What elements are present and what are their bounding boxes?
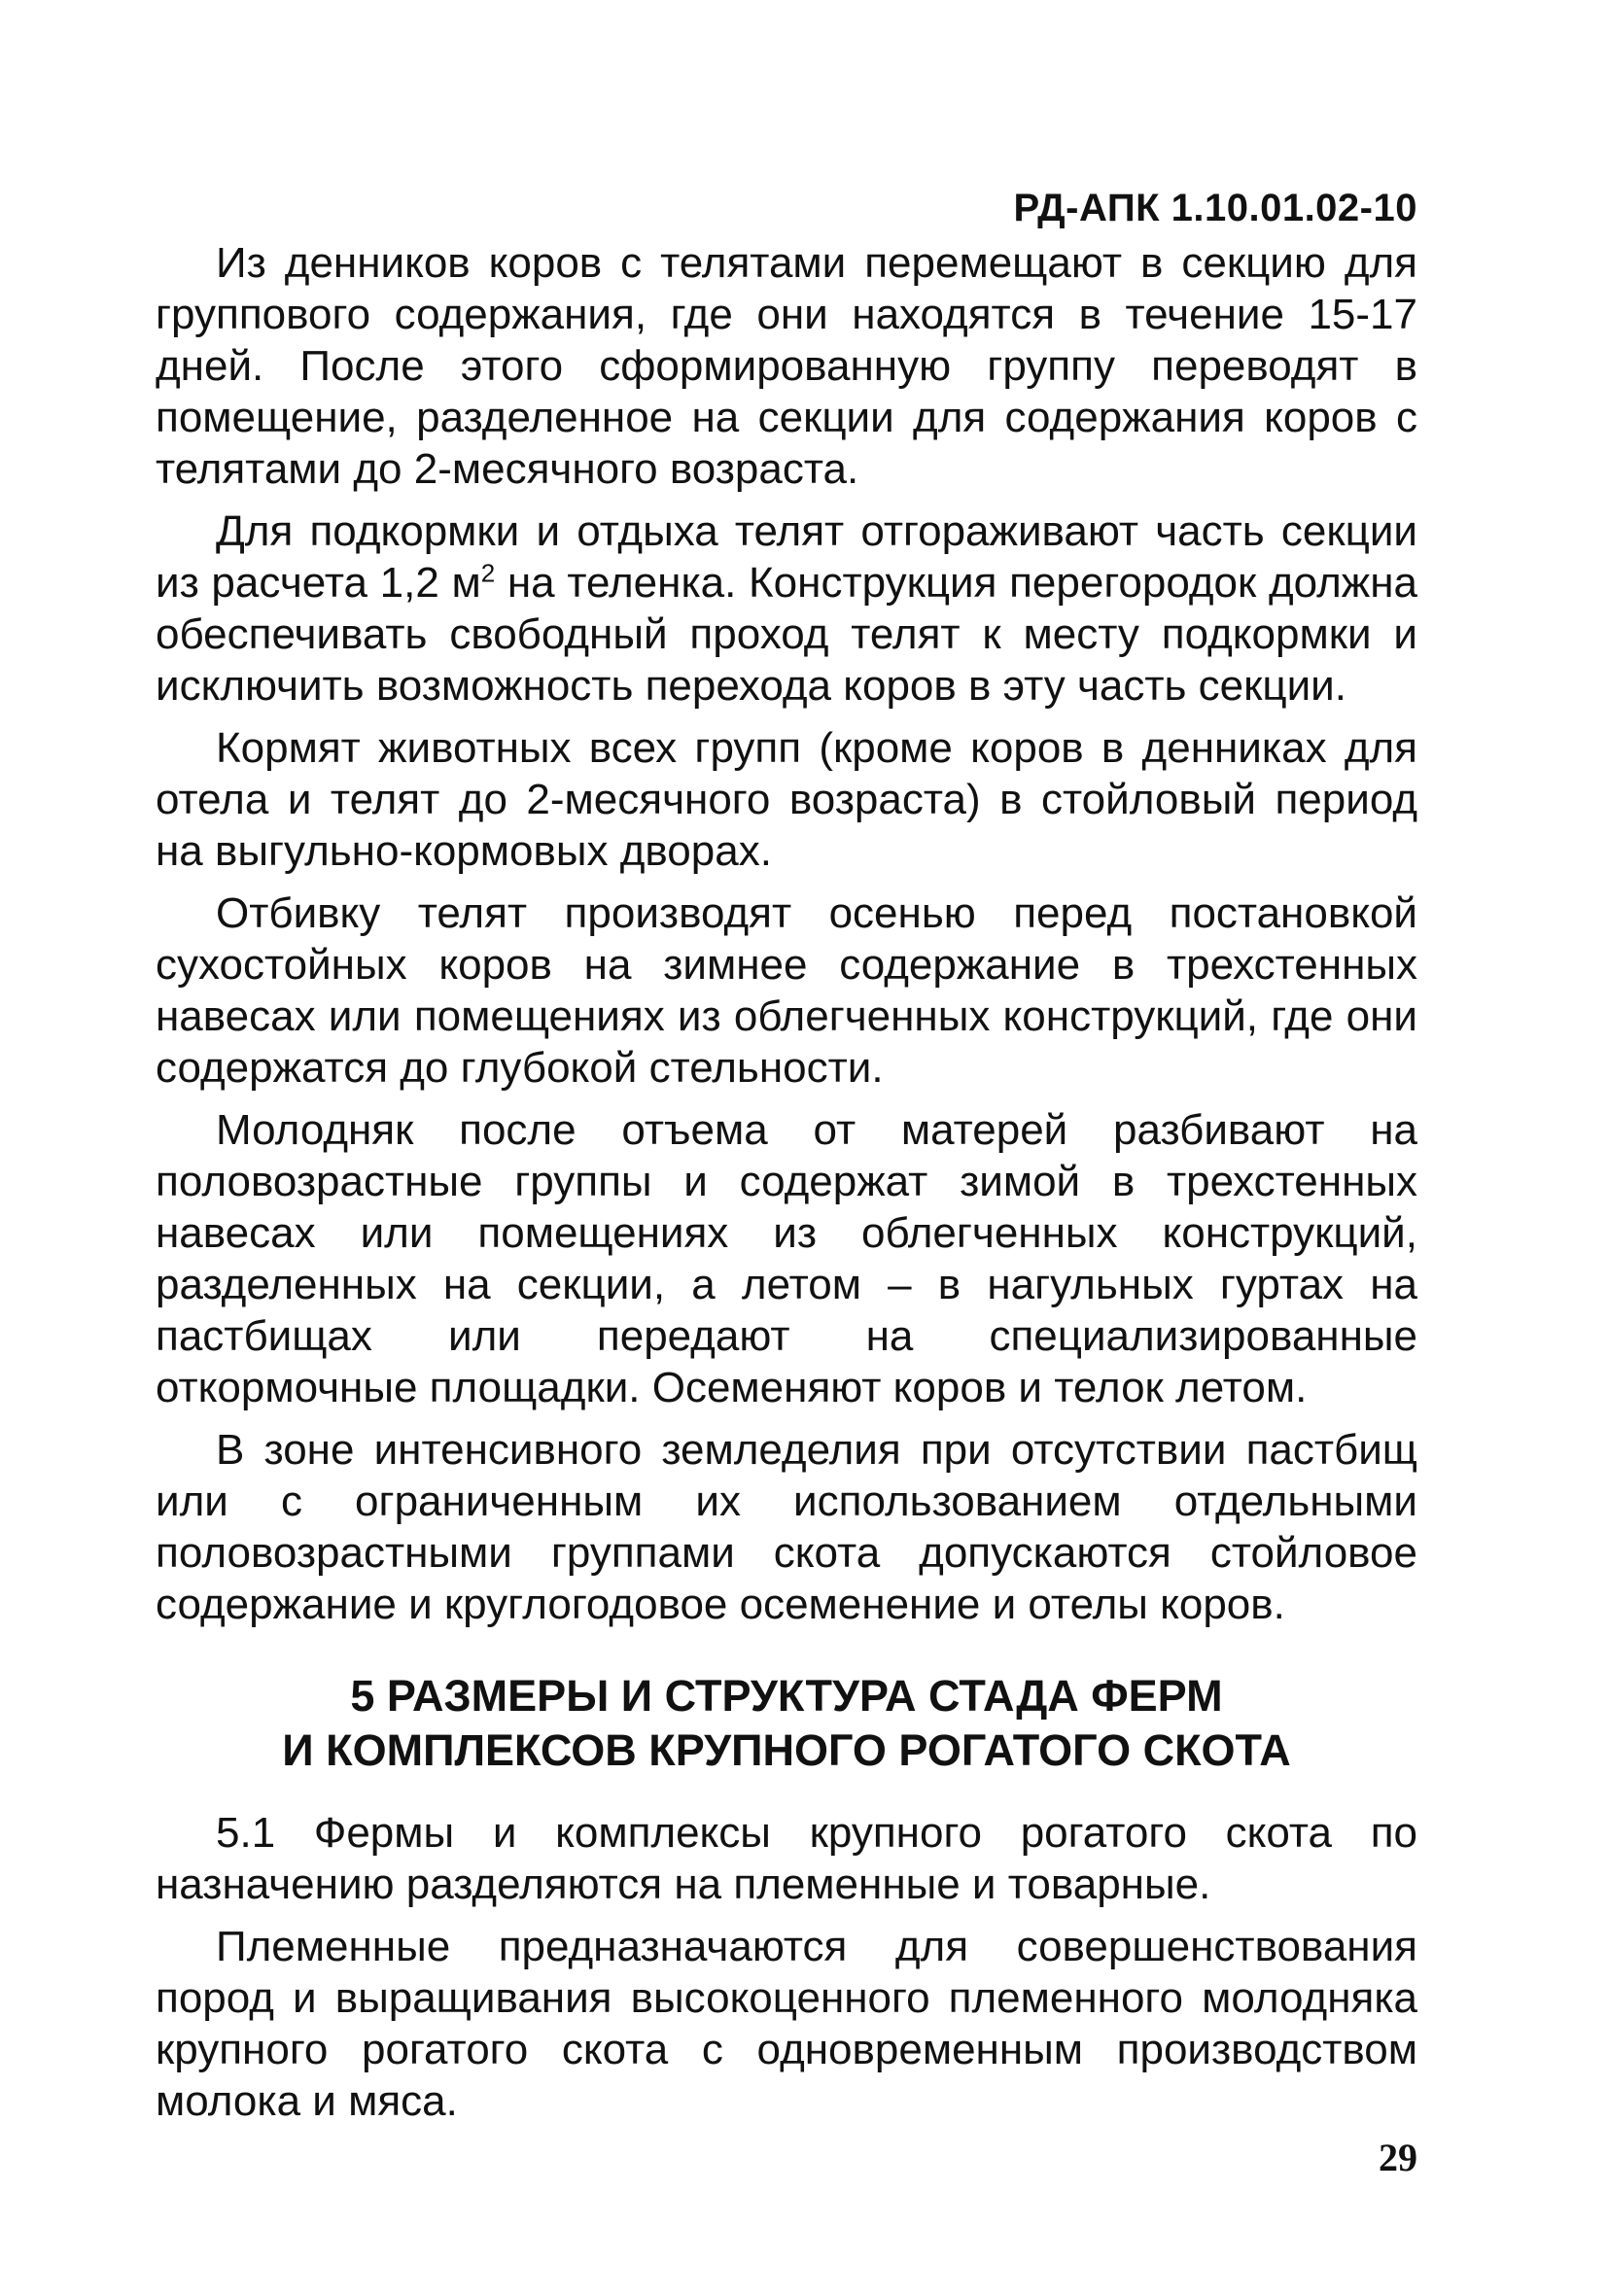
paragraph-feeding-groups: Кормят животных всех групп (кроме коров в денниках для отела и телят до 2-месячного возраста) в стойловый период на выгульно-кормовых дворах. [156, 724, 1417, 875]
superscript-squared: 2 [480, 558, 496, 588]
paragraph-breeding-farms: Племенные предназначаются для совершенствования пород и выращивания высокоценного племенного молодняка крупного рогатого скота с одновременным производством молока и мяса. [156, 1923, 1417, 2125]
document-code: РД-АПК 1.10.01.02-10 [1013, 187, 1417, 229]
page-number: 29 [1379, 2136, 1417, 2179]
paragraph-farm-types: 5.1 Фермы и комплексы крупного рогатого скота по назначению разделяются на племенные и товарные. [156, 1809, 1417, 1908]
paragraph-calf-feeding [156, 505, 1417, 712]
paragraph-calf-feeding-part1: Для подкормки и отдыха телят отгораживают часть секции из расчета 1,2 м [156, 507, 1417, 607]
paragraph-intensive-farming: В зоне интенсивного земледелия при отсутствии пастбищ или с ограниченным их использованием отдельными половозрастными группами скота допускаются стойловое содержание и круглогодовое осеменение и отелы коров. [156, 1426, 1417, 1628]
paragraph-group-housing: Из денников коров с телятами перемещают в секцию для группового содержания, где они находятся в течение 15-17 дней. После этого сформированную группу переводят в помещение, разделенное на секции для содержания коров с телятами до 2-месячного возраста. [156, 239, 1417, 493]
document-page [156, 185, 1417, 2138]
paragraph-young-stock: Молодняк после отъема от матерей разбивают на половозрастные группы и содержат зимой в трехстенных навесах или помещениях из облегченных конструкций, разделенных на секции, а летом – в нагульных гуртах на пастбищах или передают на специализированные откормочные площадки. Осеменяют коров и телок летом. [156, 1106, 1417, 1411]
section-heading-line1: 5 РАЗМЕРЫ И СТРУКТУРА СТАДА ФЕРМ [350, 1671, 1223, 1721]
paragraph-weaning: Отбивку телят производят осенью перед постановкой сухостойных коров на зимнее содержание в трехстенных навесах или помещениях из облегченных конструкций, где они содержатся до глубокой стельности. [156, 889, 1417, 1092]
paragraph-calf-feeding-part2: на теленка. Конструкция перегородок должна обеспечивать свободный проход телят к месту подкормки и исключить возможность перехода коров в эту часть секции. [156, 559, 1418, 710]
section-heading [156, 1669, 1417, 1778]
section-heading-line2: И КОМПЛЕКСОВ КРУПНОГО РОГАТОГО СКОТА [282, 1725, 1291, 1775]
